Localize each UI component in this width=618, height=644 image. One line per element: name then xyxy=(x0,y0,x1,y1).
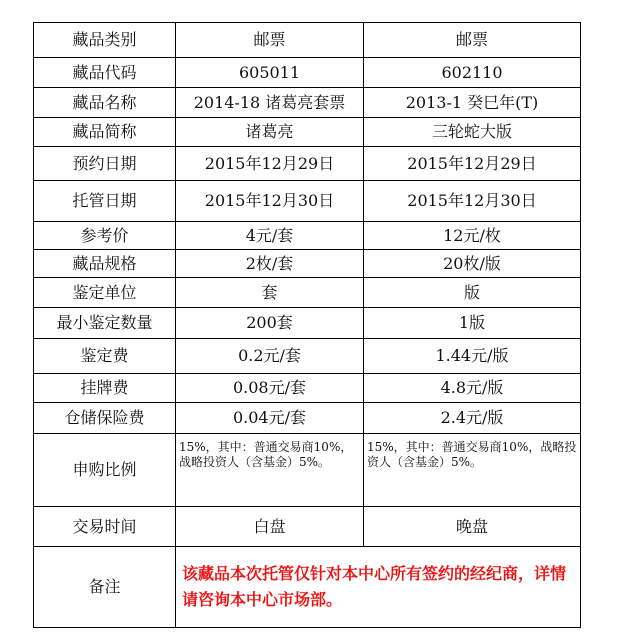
cell-b-listing-fee: 4.8元/版 xyxy=(364,374,581,403)
cell-a-appraisal-fee: 0.2元/套 xyxy=(176,339,364,374)
table-row xyxy=(34,88,581,118)
cell-a-code: 605011 xyxy=(176,58,364,88)
table-row xyxy=(34,547,581,628)
cell-a-name: 2014-18 诸葛亮套票 xyxy=(176,88,364,118)
cell-b-reference-price: 12元/枚 xyxy=(364,222,581,250)
cell-a-reference-price: 4元/套 xyxy=(176,222,364,250)
row-label-name: 藏品名称 xyxy=(34,88,176,118)
table-row xyxy=(34,308,581,339)
row-label-storage-fee: 仓储保险费 xyxy=(34,403,176,434)
cell-b-code: 602110 xyxy=(364,58,581,88)
table-row xyxy=(34,507,581,547)
row-label-trading-time: 交易时间 xyxy=(34,507,176,547)
row-label-min-quantity: 最小鉴定数量 xyxy=(34,308,176,339)
row-label-appraisal-unit: 鉴定单位 xyxy=(34,278,176,308)
cell-a-min-quantity: 200套 xyxy=(176,308,364,339)
cell-a-storage-fee: 0.04元/套 xyxy=(176,403,364,434)
cell-a-spec: 2枚/套 xyxy=(176,250,364,278)
cell-b-subscription-ratio: 15%，其中：普通交易商10%，战略投资人（含基金）5%。 xyxy=(364,434,581,507)
table-row xyxy=(34,403,581,434)
row-label-subscription-ratio: 申购比例 xyxy=(34,434,176,507)
table-row xyxy=(34,374,581,403)
table-row xyxy=(34,339,581,374)
cell-a-trading-time: 白盘 xyxy=(176,507,364,547)
row-label-short-name: 藏品简称 xyxy=(34,118,176,147)
remarks-text: 该藏品本次托管仅针对本中心所有签约的经纪商，详情请咨询本中心市场部。 xyxy=(176,547,581,628)
row-label-reserve-date: 预约日期 xyxy=(34,147,176,181)
row-label-remarks: 备注 xyxy=(34,547,176,628)
table-row xyxy=(34,147,581,181)
cell-a-reserve-date: 2015年12月29日 xyxy=(176,147,364,181)
row-label-spec: 藏品规格 xyxy=(34,250,176,278)
cell-a-category: 邮票 xyxy=(176,23,364,58)
cell-a-appraisal-unit: 套 xyxy=(176,278,364,308)
cell-a-short-name: 诸葛亮 xyxy=(176,118,364,147)
table-row xyxy=(34,181,581,222)
row-label-listing-fee: 挂牌费 xyxy=(34,374,176,403)
cell-b-short-name: 三轮蛇大版 xyxy=(364,118,581,147)
cell-b-name: 2013-1 癸巳年(T) xyxy=(364,88,581,118)
row-label-code: 藏品代码 xyxy=(34,58,176,88)
row-label-reference-price: 参考价 xyxy=(34,222,176,250)
cell-b-spec: 20枚/版 xyxy=(364,250,581,278)
collectible-info-table xyxy=(33,22,581,628)
table-row xyxy=(34,118,581,147)
cell-a-listing-fee: 0.08元/套 xyxy=(176,374,364,403)
cell-a-subscription-ratio: 15%，其中：普通交易商10%，战略投资人（含基金）5%。 xyxy=(176,434,364,507)
cell-b-min-quantity: 1版 xyxy=(364,308,581,339)
row-label-appraisal-fee: 鉴定费 xyxy=(34,339,176,374)
cell-b-custody-date: 2015年12月30日 xyxy=(364,181,581,222)
cell-b-category: 邮票 xyxy=(364,23,581,58)
row-label-custody-date: 托管日期 xyxy=(34,181,176,222)
table-row xyxy=(34,58,581,88)
table-row xyxy=(34,278,581,308)
table-row xyxy=(34,222,581,250)
cell-b-reserve-date: 2015年12月29日 xyxy=(364,147,581,181)
cell-b-appraisal-unit: 版 xyxy=(364,278,581,308)
cell-b-appraisal-fee: 1.44元/版 xyxy=(364,339,581,374)
cell-a-custody-date: 2015年12月30日 xyxy=(176,181,364,222)
row-label-category: 藏品类别 xyxy=(34,23,176,58)
cell-b-storage-fee: 2.4元/版 xyxy=(364,403,581,434)
table-row xyxy=(34,23,581,58)
collectible-info-table-wrapper xyxy=(33,22,581,628)
cell-b-trading-time: 晚盘 xyxy=(364,507,581,547)
table-row xyxy=(34,250,581,278)
table-row xyxy=(34,434,581,507)
